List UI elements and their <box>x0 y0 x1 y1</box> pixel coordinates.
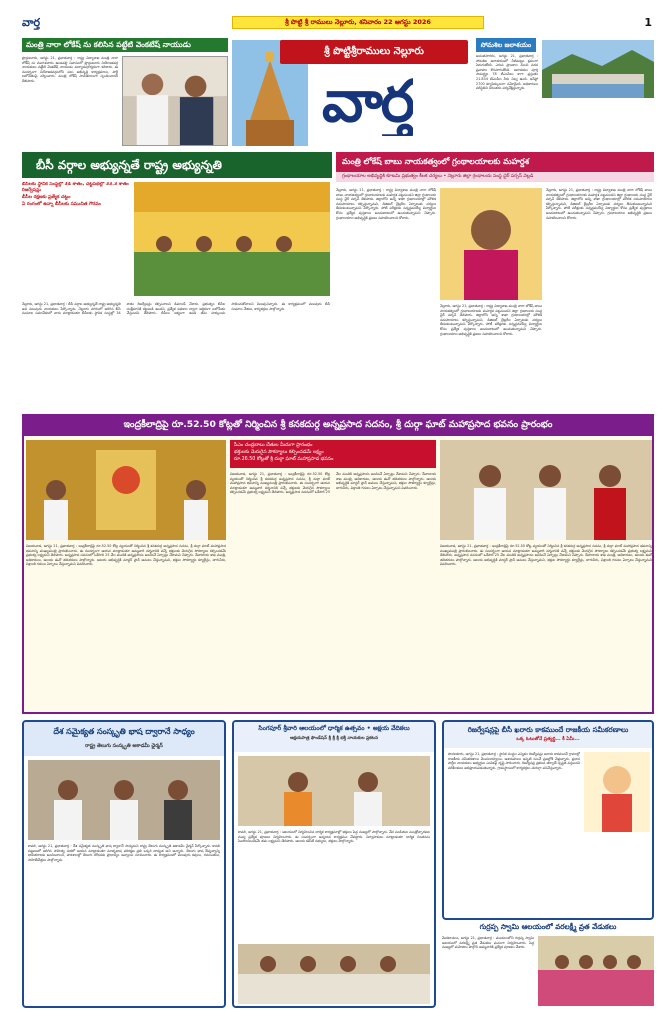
story-somasila <box>476 38 654 148</box>
box-headline <box>444 722 652 748</box>
bc-headline: బీసీ వర్గాల అభ్యున్నతే రాష్ట్ర అభ్యున్నతి <box>22 152 332 178</box>
district-title: శ్రీ పొట్టిశ్రీరాములు నెల్లూరు <box>280 40 468 64</box>
temple-headline: గుర్రప్ప స్వామి ఆలయంలో వరలక్ష్మీ వ్రత వేడుకలు <box>479 922 617 931</box>
temple-photo <box>538 936 654 1006</box>
highlight-1: సీఎం చంద్రబాబు చేతుల మీదుగా ప్రారంభం <box>234 443 313 448</box>
highlight-3: రూ.26.50 కోట్లతో శ్రీ దుర్గా ఘాట్ మహాప్రసాద భవనం <box>234 457 334 462</box>
dam-photo <box>542 40 654 98</box>
durga-body-col2: విజయవాడ, ఆగస్టు 21, ప్రభాతవార్త : ఇంద్రకీలాద్రిపై రూ.52.50 కోట్ల వ్యయంతో నిర్మించిన శ్రీ కనకదుర్గ అన్నప్రసాద సదనం, శ్రీ దుర్గా ఘాట్ మహాప్రసాద భవనాన్ని ముఖ్యమంత్రి ప్రారంభించారు. ఈ సందర్భంగా ఆయన మాట్లాడుతూ అమ్మవారి దర్శనానికి వచ్చే భక్తులకు మెరుగైన సౌకర్యాలు కల్పించడమే ప్రభుత్వ లక్ష్యమని తెలిపారు. అన్నప్రసాద సదనంలో ఒకేసారి 25 వేల మందికి అన్నప్రసాదం అందించే ఏర్పాట్లు చేశామని చెప్పారు. దేవాదాయ శాఖ మంత్రి, అధికారులు, ఆలయ ఈవో తదితరులు పాల్గొన్నారు. ఆలయ అభివృద్ధికి మాస్టర్ ప్లాన్ అమలు చేస్తున్నామని, భక్తుల సౌకర్యార్థం క్యూలైన్లు, తాగునీరు, విశ్రాంతి గదులు ఏర్పాటు చేస్తున్నామని వివరించారు. <box>230 472 436 495</box>
library-subheadline: గ్రంథాలయాల అభివృద్ధికి కూటమి ప్రభుత్వం కీలక చర్యలు • నెల్లూరు జిల్లా గ్రంథాలయ సంస్థ ఛైర్ పర్సన్ వెల్లడి <box>336 172 654 182</box>
story-body: ప్రొద్దుటూరు, ఆగస్టు 21, ప్రభాతవార్త : రాష్ట్ర విద్యాశాఖ మంత్రి నారా లోకేష్ ను మంగళవారం ఉండవల్లి నివాసంలో ప్రొద్దుటూరు నియోజకవర్గ నాయకులు పట్టేటి వెంకటేష్ నాయుడు మర్యాదపూర్వకంగా కలిశారు. ఈ సందర్భంగా నియోజకవర్గంలోని పలు అభివృద్ధి కార్యక్రమాలు, పార్టీ బలోపేతంపై చర్చించారు. మంత్రి లోకేష్ సానుకూలంగా స్పందించారని తెలిపారు. <box>22 56 118 83</box>
story-tag: సోమశిల జలాశయం <box>476 38 536 52</box>
durga-headline: ఇంద్రకీలాద్రిపై రూ.52.50 కోట్లతో నిర్మించిన శ్రీ కనకదుర్గ అన్నప్రసాద సదనం, శ్రీ దుర్గా ఘాట్ మహాప్రసాద భవనం ప్రారంభం <box>22 414 654 436</box>
bullet-3: ఏ రంగంలో ఉన్నా బీసీలకు సముచిత గౌరవం <box>22 202 101 207</box>
bc-story <box>22 180 332 410</box>
bc-bullets <box>22 182 130 250</box>
story-body-col1: అనంతసాగరం, ఆగస్టు 21, ప్రభాతవార్త : సోమశిల జలాశయంలో నీటిమట్టం క్రమంగా పెరుగుతోంది. ఎగువ ప్రాంతాల నుంచి వరద ప్రవాహం కొనసాగుతోంది. జలాశయం పూర్తి సామర్థ్యం 78 టీఎంసీలు కాగా ప్రస్తుతం 21.834 టీఎంసీల నీరు నిల్వ ఉంది. ఇన్‌ఫ్లో 2700 క్యూసెక్కులుగా నమోదైంది. అధికారులు పరిస్థితిని నిరంతరం పర్యవేక్షిస్తున్నారు. <box>476 54 538 91</box>
chairperson-portrait <box>440 188 542 300</box>
durga-body-col1: విజయవాడ, ఆగస్టు 21, ప్రభాతవార్త : ఇంద్రకీలాద్రిపై రూ.52.50 కోట్ల వ్యయంతో నిర్మించిన శ్రీ కనకదుర్గ అన్నప్రసాద సదనం, శ్రీ దుర్గా ఘాట్ మహాప్రసాద భవనాన్ని ముఖ్యమంత్రి ప్రారంభించారు. ఈ సందర్భంగా ఆయన మాట్లాడుతూ అమ్మవారి దర్శనానికి వచ్చే భక్తులకు మెరుగైన సౌకర్యాలు కల్పించడమే ప్రభుత్వ లక్ష్యమని తెలిపారు. అన్నప్రసాద సదనంలో ఒకేసారి 25 వేల మందికి అన్నప్రసాదం అందించే ఏర్పాట్లు చేశామని చెప్పారు. దేవాదాయ శాఖ మంత్రి, అధికారులు, ఆలయ ఈవో తదితరులు పాల్గొన్నారు. ఆలయ అభివృద్ధికి మాస్టర్ ప్లాన్ అమలు చేస్తున్నామని, భక్తుల సౌకర్యార్థం క్యూలైన్లు, తాగునీరు, విశ్రాంతి గదులు ఏర్పాటు చేస్తున్నామని వివరించారు. <box>26 544 226 567</box>
library-body-col3: నెల్లూరు, ఆగస్టు 21, ప్రభాతవార్త : రాష్ట్ర విద్యాశాఖ మంత్రి నారా లోకేష్ బాబు నాయకత్వంలో గ్రంథాలయాలకు మహర్దశ పట్టనుందని జిల్లా గ్రంథాలయ సంస్థ ఛైర్ పర్సన్ తెలిపారు. జిల్లాలోని అన్ని శాఖా గ్రంథాలయాల్లో మౌలిక సదుపాయాలు కల్పిస్తున్నామని, డిజిటల్ లైబ్రరీల ఏర్పాటుకు చర్యలు తీసుకుంటున్నామని పేర్కొన్నారు. పోటీ పరీక్షలకు సన్నద్ధమయ్యే విద్యార్థుల కోసం ప్రత్యేక పుస్తకాలు అందుబాటులో ఉంచుతున్నామని చెప్పారు. గ్రంథాలయాల అభివృద్ధికి ప్రజలు సహకరించాలని కోరారు. <box>546 188 652 220</box>
box-subtitle: అక్షయపాత్ర ఫౌండేషన్ శ్రీ శ్రీ శ్రీ భక్తి నాయకుల ప్రకటన <box>289 736 379 741</box>
date-line: శ్రీ పొట్టి శ్రీ రాములు నెల్లూరు, శనివారం 22 ఆగస్టు 2026 <box>232 16 484 29</box>
box-subtitle: రాష్ట్ర తెలుగు సంస్కృతి అకాడమీ ఛైర్మన్ <box>85 743 163 749</box>
bc-body: నెల్లూరు, ఆగస్టు 21, ప్రభాతవార్త : బీసీ వర్గాల అభ్యున్నతే రాష్ట్ర అభ్యున్నతి అని పలువురు నాయకులు పేర్కొన్నారు. నెల్లూరు నగరంలో జరిగిన బీసీ సంఘాల సమావేశంలో వారు మాట్లాడుతూ బీసీలకు స్థానిక సంస్థల్లో 34 శాతం రిజర్వేషన్లు కల్పించాలని డిమాండ్ చేశారు. ప్రభుత్వం బీసీల సంక్షేమానికి కట్టుబడి ఉందని, ప్రత్యేక పథకాల ద్వారా ఆర్థికంగా బలోపేతం చేస్తుందని తెలిపారు. బీసీలు ఐక్యంగా ఉండి తమ హక్కులను సాధించుకోవాలని పిలుపునిచ్చారు. ఈ కార్యక్రమంలో పలువురు బీసీ సంఘాల నేతలు, కార్యకర్తలు పాల్గొన్నారు. <box>22 302 330 316</box>
library-story <box>336 182 654 410</box>
box-body: కావలి, ఆగస్టు 21, ప్రభాతవార్త : ఆలయంలో నిర్వహించిన ధార్మిక కార్యక్రమాల్లో భక్తులు పెద్ద సంఖ్యలో పాల్గొన్నారు. వేద పండితుల మంత్రోచ్ఛారణల మధ్య ప్రత్యేక పూజలు నిర్వహించారు. ఈ సందర్భంగా అన్నదాన కార్యక్రమం చేపట్టారు. నిర్వాహకులు మాట్లాడుతూ ధార్మిక చింతనను పెంపొందించడమే తమ లక్ష్యమని తెలిపారు. ఆలయ కమిటీ సభ్యులు, భక్తులు పాల్గొన్నారు. <box>238 830 430 844</box>
library-body-col2: నెల్లూరు, ఆగస్టు 21, ప్రభాతవార్త : రాష్ట్ర విద్యాశాఖ మంత్రి నారా లోకేష్ బాబు నాయకత్వంలో గ్రంథాలయాలకు మహర్దశ పట్టనుందని జిల్లా గ్రంథాలయ సంస్థ ఛైర్ పర్సన్ తెలిపారు. జిల్లాలోని అన్ని శాఖా గ్రంథాలయాల్లో మౌలిక సదుపాయాలు కల్పిస్తున్నామని, డిజిటల్ లైబ్రరీల ఏర్పాటుకు చర్యలు తీసుకుంటున్నామని పేర్కొన్నారు. పోటీ పరీక్షలకు సన్నద్ధమయ్యే విద్యార్థుల కోసం ప్రత్యేక పుస్తకాలు అందుబాటులో ఉంచుతున్నామని చెప్పారు. గ్రంథాలయాల అభివృద్ధికి ప్రజలు సహకరించాలని కోరారు. <box>440 304 542 336</box>
masthead <box>232 38 472 148</box>
dharmic-photo <box>238 756 430 826</box>
dharmic-group-photo <box>238 944 430 1004</box>
box-title: రిజర్వేషన్లపై బీసీ ఖరారు కాకముందే రాజకీయ సమీకరణాలు <box>467 726 629 734</box>
durga-idol-photo <box>26 440 226 540</box>
box-headline <box>24 722 224 756</box>
bullet-1: బీసీలకు స్థానిక సంస్థల్లో 34 శాతం, చట్టసభల్లో 33.3 శాతం రిజర్వేషన్లు <box>22 182 129 193</box>
lokesh-meeting-photo <box>122 56 228 146</box>
story-lokesh-visit <box>22 38 228 148</box>
ceremony-photo <box>440 440 652 540</box>
bc-meeting-photo <box>134 182 330 296</box>
box-headline <box>234 722 434 752</box>
telugu-sangham-box <box>22 720 226 1008</box>
box-body: పొదలకూరు, ఆగస్టు 21, ప్రభాతవార్త : స్థానిక సంస్థల ఎన్నికల రిజర్వేషన్లు ఖరారు కాకముందే గ్రామాల్లో రాజకీయ సమీకరణాలు మొదలయ్యాయి. ఆశావహులు ఇప్పటి నుంచే ప్రజల్లోకి వెళ్తున్నారు. ప్రధాన పార్టీల నాయకులు అభ్యర్థుల ఎంపికపై దృష్టి సారించారు. రిజర్వేషన్ల ప్రకటన తర్వాతే స్పష్టత వస్తుందని పరిశీలకులు అభిప్రాయపడుతున్నారు. గ్రామస్థాయిలో కార్యకర్తలు చురుగ్గా పనిచేస్తున్నారు. <box>448 752 580 770</box>
top-bar <box>22 16 654 30</box>
story-headline: మంత్రి నారా లోకేష్ ను కలిసిన పట్టేటి వెంకటేష్ నాయుడు <box>22 38 228 52</box>
durga-body-col3: విజయవాడ, ఆగస్టు 21, ప్రభాతవార్త : ఇంద్రకీలాద్రిపై రూ.52.50 కోట్ల వ్యయంతో నిర్మించిన శ్రీ కనకదుర్గ అన్నప్రసాద సదనం, శ్రీ దుర్గా ఘాట్ మహాప్రసాద భవనాన్ని ముఖ్యమంత్రి ప్రారంభించారు. ఈ సందర్భంగా ఆయన మాట్లాడుతూ అమ్మవారి దర్శనానికి వచ్చే భక్తులకు మెరుగైన సౌకర్యాలు కల్పించడమే ప్రభుత్వ లక్ష్యమని తెలిపారు. అన్నప్రసాద సదనంలో ఒకేసారి 25 వేల మందికి అన్నప్రసాదం అందించే ఏర్పాట్లు చేశామని చెప్పారు. దేవాదాయ శాఖ మంత్రి, అధికారులు, ఆలయ ఈవో తదితరులు పాల్గొన్నారు. ఆలయ అభివృద్ధికి మాస్టర్ ప్లాన్ అమలు చేస్తున్నామని, భక్తుల సౌకర్యార్థం క్యూలైన్లు, తాగునీరు, విశ్రాంతి గదులు ఏర్పాటు చేస్తున్నామని వివరించారు. <box>440 544 652 567</box>
library-headline: మంత్రి లోకేష్ బాబు నాయకత్వంలో గ్రంథాలయాలకు మహర్దశ <box>336 152 654 172</box>
politics-box <box>442 720 654 920</box>
page-number: 1 <box>644 16 652 29</box>
durga-story <box>22 436 654 714</box>
temple-box <box>442 934 654 1008</box>
sangham-photo <box>28 760 220 840</box>
paper-name-small: వార్త <box>22 16 41 29</box>
brand-logo: వార్త <box>322 67 414 135</box>
cartoon-illustration <box>584 752 650 832</box>
box-subtitle: ఒక్క ఓటుతోనే ప్రత్యర్థి... కీ ఏమీ... <box>516 737 580 742</box>
box-body: వెంకటాచలం, ఆగస్టు 21, ప్రభాతవార్త : మండలంలోని గుర్రప్ప స్వామి ఆలయంలో వరలక్ష్మీ వ్రత వేడుకలు ఘనంగా నిర్వహించారు. పెద్ద సంఖ్యలో మహిళలు పాల్గొని అమ్మవారికి ప్రత్యేక పూజలు చేశారు. <box>442 936 534 950</box>
box-title: దేశ సమైక్యత సంస్కృతి భాష ద్వారానే సాధ్యం <box>53 727 195 736</box>
box-body: కావలి, ఆగస్టు 21, ప్రభాతవార్త : దేశ సమైక్యత సంస్కృతి భాష ద్వారానే సాధ్యమని రాష్ట్ర తెలుగు సంస్కృతి అకాడమీ ఛైర్మన్ పేర్కొన్నారు. కావలి పట్టణంలో జరిగిన సాహిత్య సభలో ఆయన మాట్లాడుతూ మాతృభాష పరిరక్షణ ప్రతి ఒక్కరి బాధ్యత అని అన్నారు. తెలుగు భాష ఔన్నత్యాన్ని భావితరాలకు అందించాలని, పాఠశాలల్లో తెలుగు బోధనకు ప్రాధాన్యం ఇవ్వాలని సూచించారు. ఈ కార్యక్రమంలో పలువురు కవులు, రచయితలు, సాహితీవేత్తలు పాల్గొన్నారు. <box>28 844 220 862</box>
box-title: సింగపూర్ శ్రీవారి ఆలయంలో ధార్మిక ఉత్సవం • అక్షయ వేదికలు <box>258 725 410 732</box>
library-body-col1: నెల్లూరు, ఆగస్టు 21, ప్రభాతవార్త : రాష్ట్ర విద్యాశాఖ మంత్రి నారా లోకేష్ బాబు నాయకత్వంలో గ్రంథాలయాలకు మహర్దశ పట్టనుందని జిల్లా గ్రంథాలయ సంస్థ ఛైర్ పర్సన్ తెలిపారు. జిల్లాలోని అన్ని శాఖా గ్రంథాలయాల్లో మౌలిక సదుపాయాలు కల్పిస్తున్నామని, డిజిటల్ లైబ్రరీల ఏర్పాటుకు చర్యలు తీసుకుంటున్నామని పేర్కొన్నారు. పోటీ పరీక్షలకు సన్నద్ధమయ్యే విద్యార్థుల కోసం ప్రత్యేక పుస్తకాలు అందుబాటులో ఉంచుతున్నామని చెప్పారు. గ్రంథాలయాల అభివృద్ధికి ప్రజలు సహకరించాలని కోరారు. <box>336 188 436 220</box>
highlight-2: భక్తులకు మెరుగైన సౌకర్యాలు కల్పించడమే లక్ష్యం <box>234 450 324 455</box>
bullet-2: బీసీల రక్షణకు ప్రత్యేక చట్టం <box>22 195 71 200</box>
dharmic-box <box>232 720 436 1008</box>
durga-highlights <box>230 440 436 468</box>
